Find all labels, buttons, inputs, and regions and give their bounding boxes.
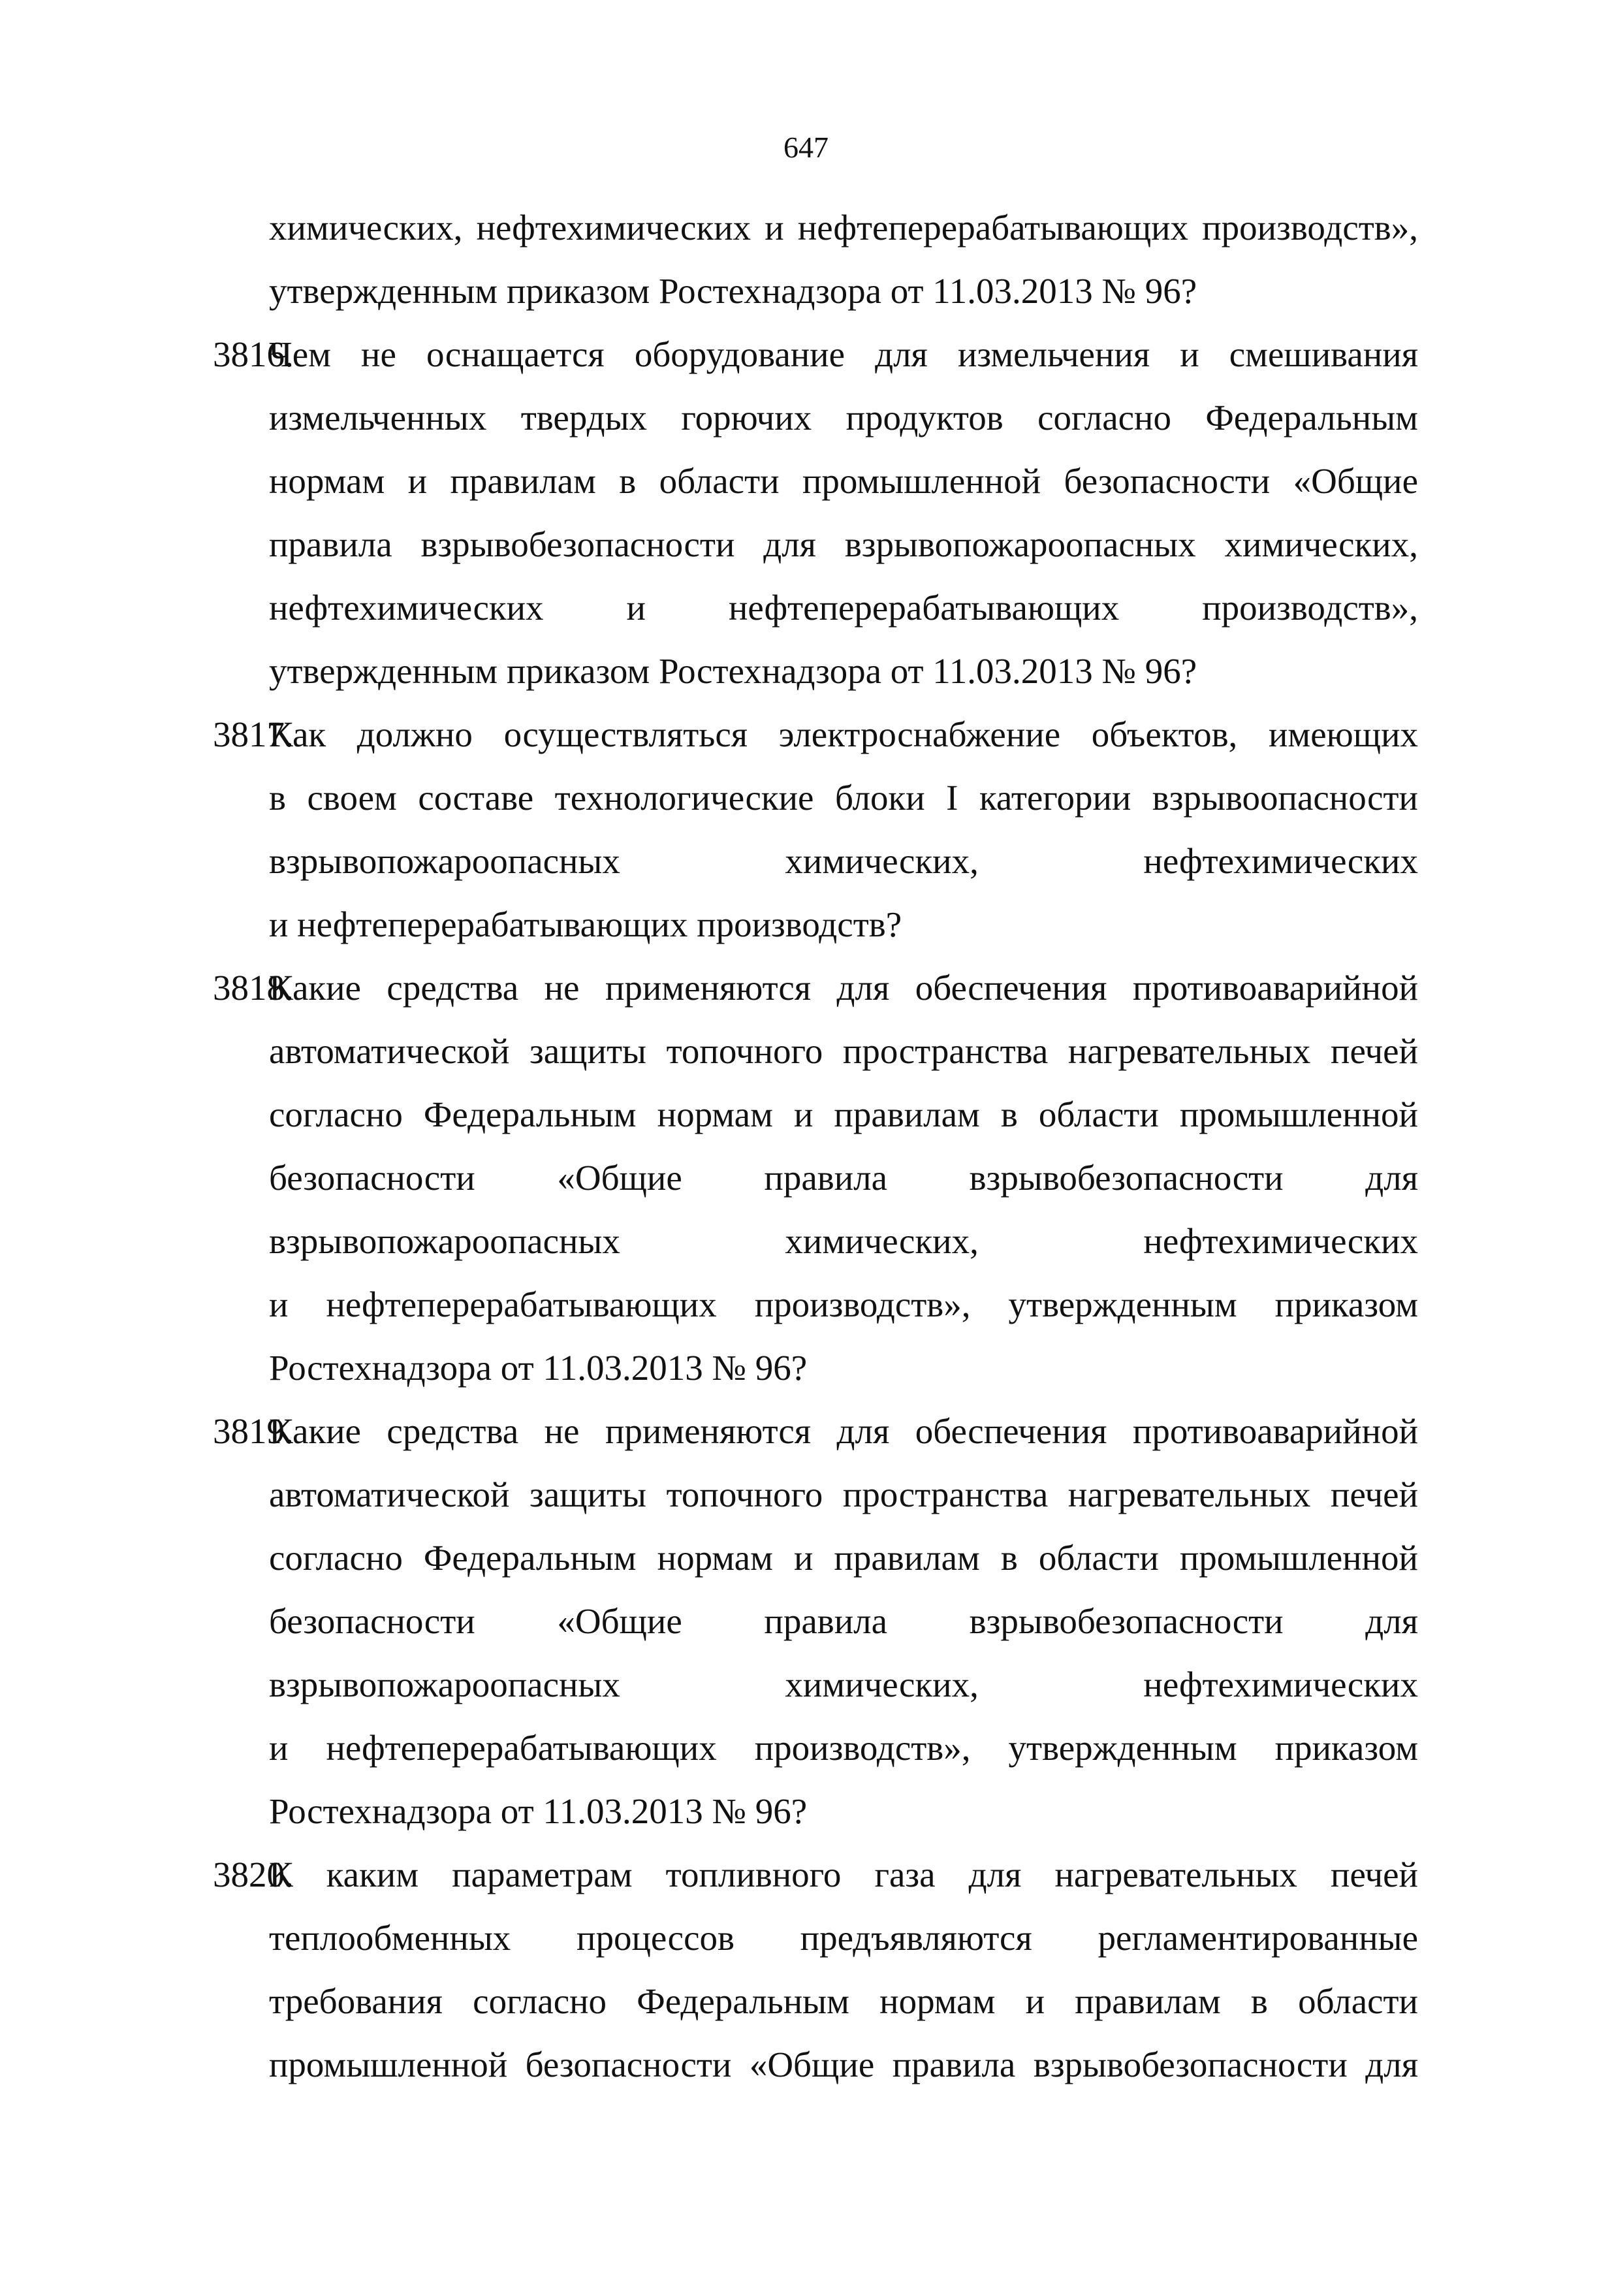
question-number: 3820 . [213, 1843, 294, 1906]
question-number: 3816 . [213, 323, 294, 386]
text-line: Какие средства не применяются для обеспечения противоаварийной [269, 1411, 1418, 1451]
question-3817 [213, 703, 1418, 956]
continuation-paragraph [269, 196, 1418, 323]
question-number: 3819 . [213, 1399, 294, 1463]
text-line: нормам и правилам в области промышленной безопасности «Общие [269, 461, 1418, 501]
document-body [213, 196, 1418, 2096]
text-line: нефтехимических и нефтеперерабатывающих производств», [269, 588, 1418, 628]
text-line: теплообменных процессов предъявляются регламентированные [269, 1918, 1418, 1958]
text-line: Чем не оснащается оборудование для измельчения и смешивания [269, 334, 1418, 374]
text-line: взрывопожароопасных химических, нефтехимических [269, 841, 1418, 881]
page-number: 647 [783, 131, 829, 164]
text-line: автоматической защиты топочного пространства нагревательных печей [269, 1475, 1418, 1514]
text-line: согласно Федеральным нормам и правилам в области промышленной [269, 1094, 1418, 1134]
question-3819 [213, 1399, 1418, 1843]
text-line: Ростехнадзора от 11.03.2013 № 96? [269, 1348, 808, 1388]
text-line: Какие средства не применяются для обеспечения противоаварийной [269, 968, 1418, 1008]
text-line: и нефтеперерабатывающих производств? [269, 904, 902, 944]
text-line: в своем составе технологические блоки I категории взрывоопасности [269, 778, 1418, 818]
text-line: взрывопожароопасных химических, нефтехимических [269, 1221, 1418, 1261]
question-3820 [213, 1843, 1418, 2096]
text-line: промышленной безопасности «Общие правила взрывобезопасности для [269, 2045, 1418, 2084]
text-line: правила взрывобезопасности для взрывопожароопасных химических, [269, 524, 1418, 564]
text-line: К каким параметрам топливного газа для нагревательных печей [269, 1855, 1418, 1894]
text-line: требования согласно Федеральным нормам и правилам в области [269, 1981, 1418, 2021]
question-3816 [213, 323, 1418, 703]
text-line: автоматической защиты топочного пространства нагревательных печей [269, 1031, 1418, 1071]
text-line: взрывопожароопасных химических, нефтехимических [269, 1665, 1418, 1704]
text-line: утвержденным приказом Ростехнадзора от 11.03.2013 № 96? [269, 271, 1197, 311]
question-number: 3818 . [213, 956, 294, 1019]
text-line: и нефтеперерабатывающих производств», утвержденным приказом [269, 1284, 1418, 1324]
question-3818 [213, 956, 1418, 1399]
text-line: измельченных твердых горючих продуктов согласно Федеральным [269, 398, 1418, 438]
text-line: и нефтеперерабатывающих производств», утвержденным приказом [269, 1728, 1418, 1768]
text-line: безопасности «Общие правила взрывобезопасности для [269, 1158, 1418, 1198]
text-line: согласно Федеральным нормам и правилам в области промышленной [269, 1538, 1418, 1578]
text-line: химических, нефтехимических и нефтеперерабатывающих производств», [269, 208, 1418, 247]
text-line: Ростехнадзора от 11.03.2013 № 96? [269, 1791, 808, 1831]
text-line: безопасности «Общие правила взрывобезопасности для [269, 1601, 1418, 1641]
question-number: 3817 . [213, 703, 294, 766]
text-line: Как должно осуществляться электроснабжение объектов, имеющих [269, 714, 1418, 754]
text-line: утвержденным приказом Ростехнадзора от 11.03.2013 № 96? [269, 651, 1197, 691]
